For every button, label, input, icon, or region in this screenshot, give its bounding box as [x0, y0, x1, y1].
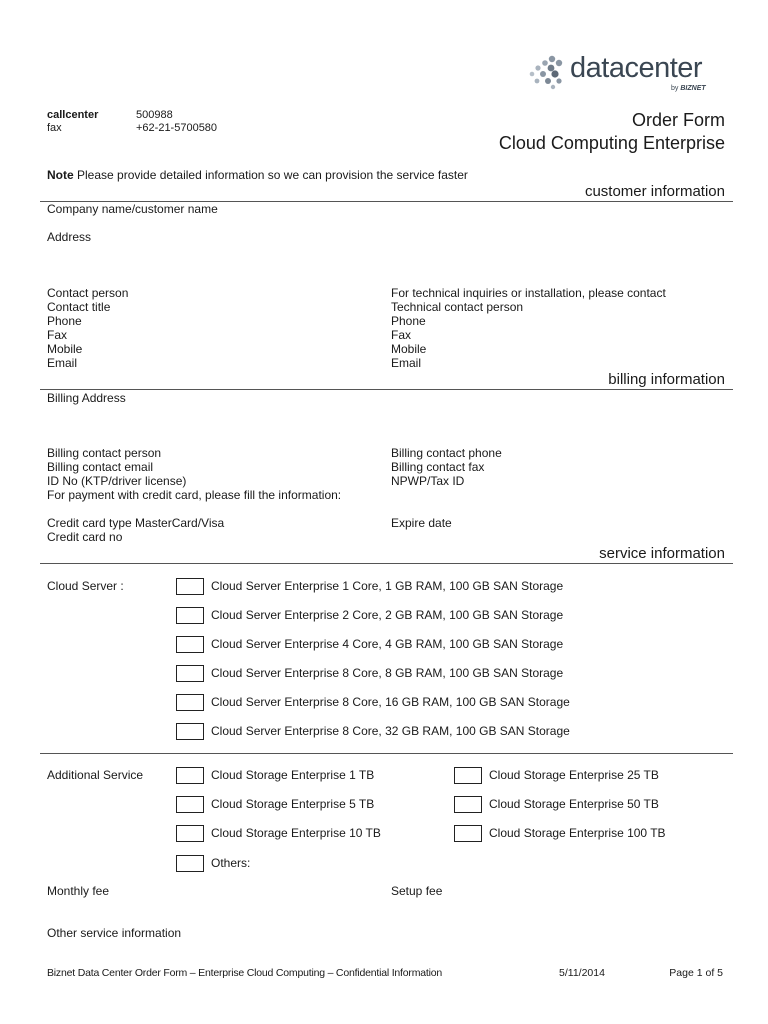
option-checkbox[interactable] [176, 855, 204, 872]
footer-date: 5/11/2014 [559, 967, 605, 979]
option-checkbox[interactable] [176, 665, 204, 682]
id-no-label: ID No (KTP/driver license) [47, 474, 187, 488]
option-checkbox[interactable] [176, 825, 204, 842]
option-checkbox[interactable] [176, 607, 204, 624]
technical-fax-label: Fax [391, 328, 412, 342]
billing-right-labels [391, 446, 502, 488]
contact-person-label: Contact person [47, 286, 129, 300]
customer-contact-labels [47, 286, 128, 370]
technical-email-label: Email [391, 356, 422, 370]
credit-card-instruction: For payment with credit card, please fill the information: [47, 488, 342, 502]
option-checkbox[interactable] [176, 694, 204, 711]
option-label: Cloud Storage Enterprise 5 TB [211, 797, 375, 811]
phone-label: Phone [47, 314, 82, 328]
additional-service-label: Additional Service [47, 768, 144, 782]
company-name-label: Company name/customer name [47, 202, 218, 216]
logo-byline: by BIZNET [671, 85, 706, 92]
billing-contact-phone-label: Billing contact phone [391, 446, 502, 460]
expire-date-label: Expire date [391, 516, 452, 530]
credit-card-no-label: Credit card no [47, 530, 123, 544]
option-label: Cloud Storage Enterprise 1 TB [211, 768, 375, 782]
callcenter-value: 500988 [136, 109, 173, 121]
setup-fee-label: Setup fee [391, 884, 443, 898]
note: Note Please provide detailed information so we can provision the service faster [47, 168, 468, 182]
dots-logo-icon [526, 54, 566, 90]
option-label: Cloud Server Enterprise 8 Core, 32 GB RAM, 100 GB SAN Storage [211, 724, 570, 738]
divider [40, 753, 733, 754]
option-label: Cloud Server Enterprise 4 Core, 4 GB RAM, 100 GB SAN Storage [211, 637, 564, 651]
credit-card-labels [47, 516, 224, 544]
billing-address-label: Billing Address [47, 391, 126, 405]
tax-id-label: NPWP/Tax ID [391, 474, 465, 488]
title-product: Cloud Computing Enterprise [498, 133, 725, 153]
footer-text: Biznet Data Center Order Form – Enterprise Cloud Computing – Confidential Information [47, 967, 443, 979]
footer-page: Page 1 of 5 [669, 967, 723, 979]
divider [40, 389, 733, 390]
option-label: Others: [211, 856, 251, 870]
option-label: Cloud Storage Enterprise 10 TB [211, 826, 381, 840]
option-checkbox[interactable] [454, 796, 482, 813]
fax-value: +62-21-5700580 [136, 122, 218, 134]
service-info-heading: service information [599, 545, 725, 562]
cloud-server-label: Cloud Server : [47, 579, 124, 593]
option-checkbox[interactable] [176, 578, 204, 595]
billing-info-heading: billing information [608, 371, 725, 388]
email-label: Email [47, 356, 78, 370]
technical-contact-person-label: Technical contact person [391, 300, 524, 314]
option-label: Cloud Server Enterprise 2 Core, 2 GB RAM, 100 GB SAN Storage [211, 608, 564, 622]
fax-field-label: Fax [47, 328, 68, 342]
credit-card-type-label: Credit card type MasterCard/Visa [47, 516, 225, 530]
callcenter-label: callcenter [47, 109, 99, 121]
fax-label: fax [47, 122, 62, 134]
mobile-label: Mobile [47, 342, 83, 356]
billing-contact-email-label: Billing contact email [47, 460, 154, 474]
other-service-info-label: Other service information [47, 926, 182, 940]
option-label: Cloud Storage Enterprise 50 TB [489, 797, 659, 811]
option-checkbox[interactable] [176, 767, 204, 784]
option-checkbox[interactable] [176, 636, 204, 653]
technical-contact-labels [391, 286, 666, 370]
option-label: Cloud Server Enterprise 8 Core, 16 GB RAM, 100 GB SAN Storage [211, 695, 570, 709]
option-label: Cloud Storage Enterprise 25 TB [489, 768, 659, 782]
divider [40, 563, 733, 564]
option-checkbox[interactable] [454, 767, 482, 784]
contact-title-label: Contact title [47, 300, 111, 314]
billing-left-labels [47, 446, 341, 502]
option-label: Cloud Server Enterprise 8 Core, 8 GB RAM, 100 GB SAN Storage [211, 666, 564, 680]
option-checkbox[interactable] [454, 825, 482, 842]
option-checkbox[interactable] [176, 796, 204, 813]
billing-contact-person-label: Billing contact person [47, 446, 162, 460]
option-label: Cloud Storage Enterprise 100 TB [489, 826, 666, 840]
monthly-fee-label: Monthly fee [47, 884, 110, 898]
customer-info-heading: customer information [584, 183, 725, 200]
option-label: Cloud Server Enterprise 1 Core, 1 GB RAM, 100 GB SAN Storage [211, 579, 564, 593]
option-checkbox[interactable] [176, 723, 204, 740]
technical-inquiries-label: For technical inquiries or installation, please contact [391, 286, 666, 300]
technical-mobile-label: Mobile [391, 342, 427, 356]
billing-contact-fax-label: Billing contact fax [391, 460, 485, 474]
title-order-form: Order Form [631, 110, 725, 130]
technical-phone-label: Phone [391, 314, 426, 328]
address-label: Address [47, 230, 92, 244]
logo-wordmark: datacenter [570, 52, 703, 84]
